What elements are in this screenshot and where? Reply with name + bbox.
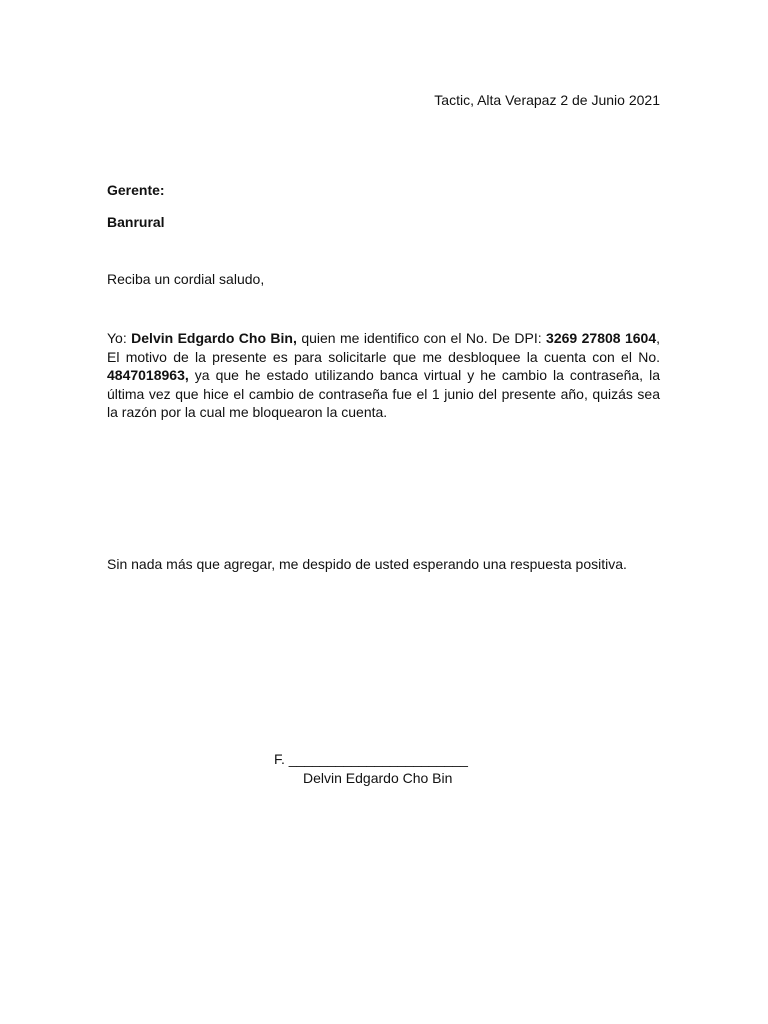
place-date: Tactic, Alta Verapaz 2 de Junio 2021 — [434, 92, 660, 108]
closing-paragraph: Sin nada más que agregar, me despido de usted esperando una respuesta positiva. — [107, 556, 627, 572]
addressee-title: Gerente: — [107, 182, 165, 198]
body-text-2: quien me identifico con el No. De DPI: — [296, 330, 547, 346]
signature-line: F. _______________________ — [274, 751, 468, 767]
body-text-4: ya que he estado utilizando banca virtual y he cambio la contraseña, la última vez que hice el cambio de contraseña fue el 1 junio del presente año, quizás sea la razón por la cual me bloquearon la cuenta. — [107, 367, 660, 421]
signature-block — [274, 750, 468, 788]
account-number: 4847018963, — [107, 367, 189, 384]
body-text-3: , El motivo de la presente es para solicitarle que me desbloquee la cuenta con el No. — [107, 330, 661, 365]
addressee-block — [107, 181, 165, 231]
greeting: Reciba un cordial saludo, — [107, 271, 265, 287]
dpi-number: 3269 27808 1604 — [546, 330, 657, 346]
addressee-organization: Banrural — [107, 214, 165, 230]
signature-name: Delvin Edgardo Cho Bin — [303, 770, 453, 786]
sender-name: Delvin Edgardo Cho Bin, — [131, 330, 297, 346]
body-paragraph — [107, 329, 660, 422]
body-text-1: Yo: — [107, 330, 132, 346]
